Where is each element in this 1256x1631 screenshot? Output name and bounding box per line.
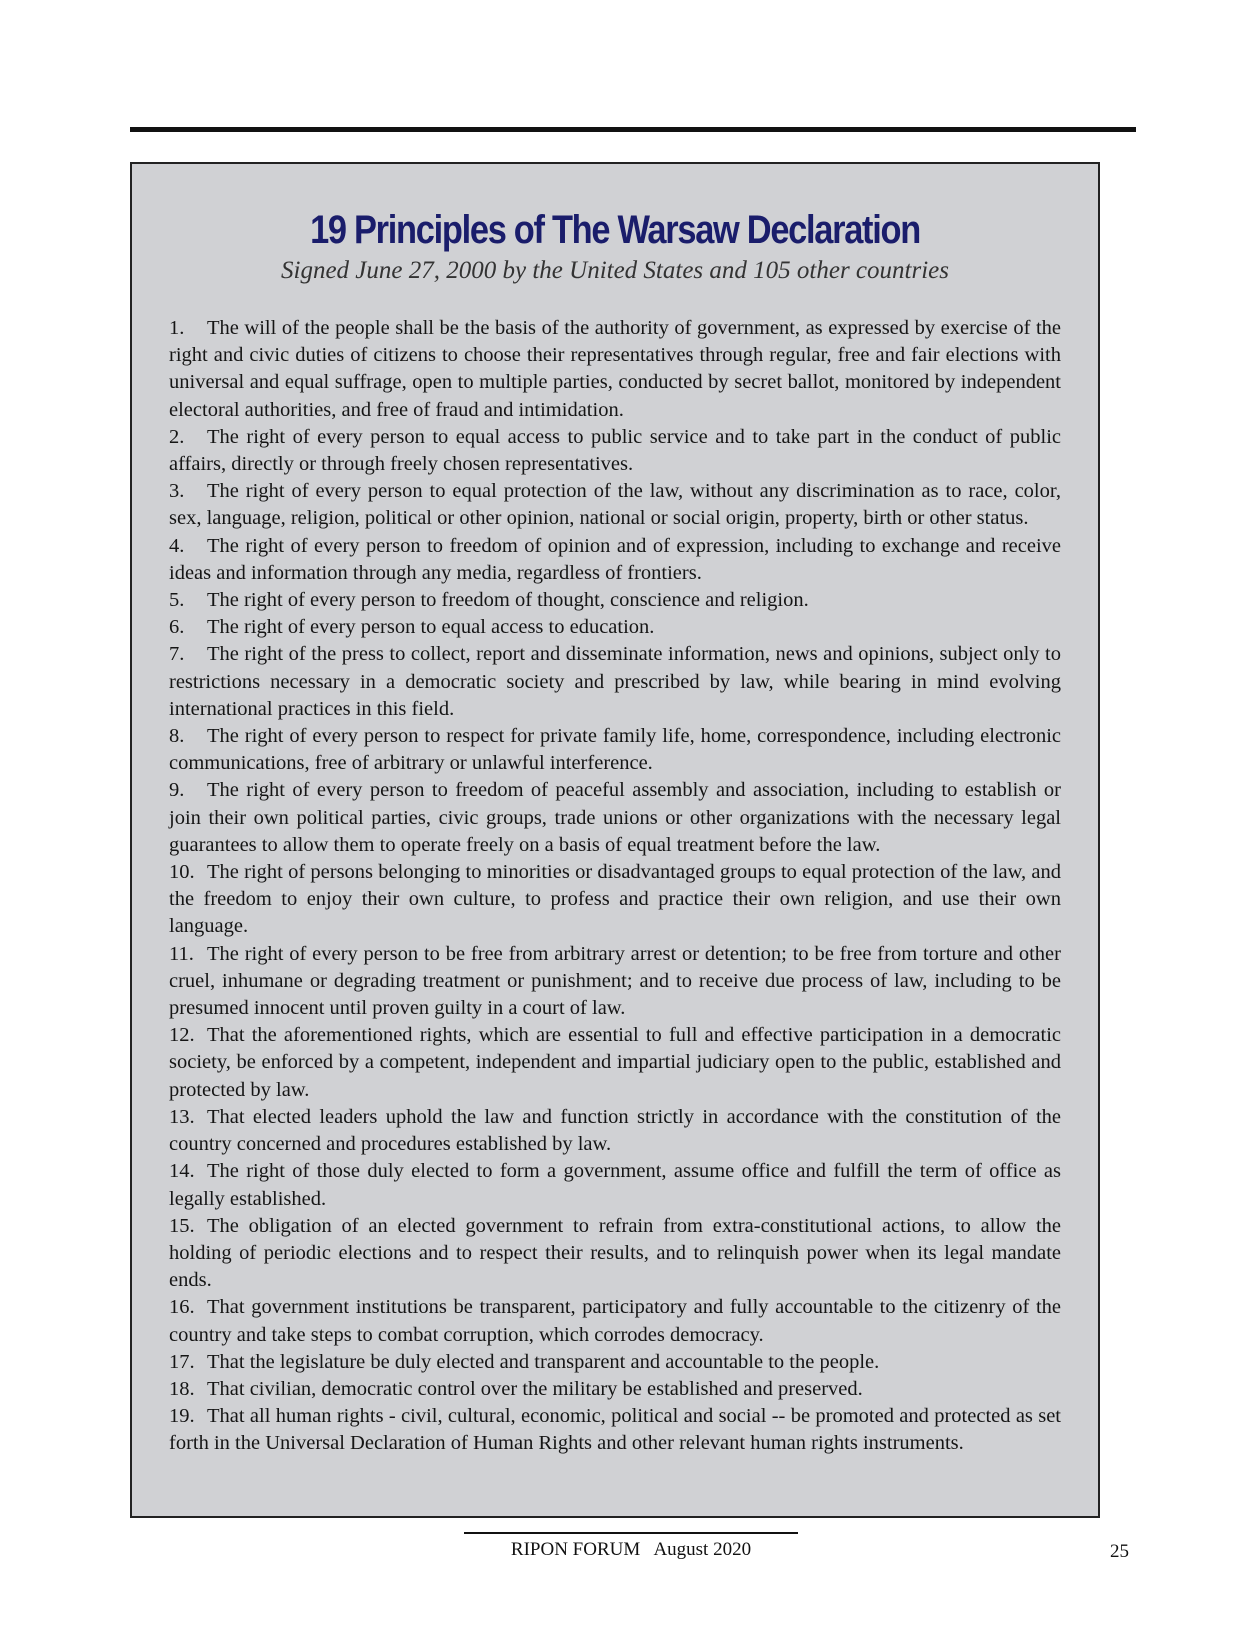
principle-text: The right of every person to be free from arbitrary arrest or detention; to be free from torture and other cruel, inhumane or degrading treatment or punishment; and to receive due process of law, including to be presumed innocent until proven guilty in a court of law. — [169, 942, 1061, 1020]
principle-number: 18. — [169, 1377, 195, 1400]
principle-text: The right of persons belonging to minorities or disadvantaged groups to equal protection of the law, and the freedom to enjoy their own culture, to profess and practice their own religion, and use their own language. — [169, 861, 1061, 938]
principle-text: The right of every person to equal access to education. — [207, 616, 655, 639]
principle-number: 15. — [169, 1214, 195, 1237]
principle-number: 16. — [169, 1296, 195, 1319]
principle-item — [169, 1349, 1061, 1376]
principle-text: The right of every person to equal access to public service and to take part in the conduct of public affairs, directly or through freely chosen representatives. — [169, 425, 1061, 476]
principle-text: That the legislature be duly elected and transparent and accountable to the people. — [207, 1350, 880, 1373]
principle-number: 3. — [169, 480, 185, 503]
principle-text: That all human rights - civil, cultural, economic, political and social -- be promoted and protected as set forth in the Universal Declaration of Human Rights and other relevant human rights instruments. — [169, 1405, 1061, 1455]
principle-item — [169, 478, 1061, 532]
principle-item — [169, 1294, 1061, 1348]
principles-list — [169, 315, 1061, 1458]
principle-item — [169, 533, 1061, 587]
principle-text: The right of every person to freedom of peaceful assembly and association, including to establish or join their own political parties, civic groups, trade unions or other organizations with the necessary legal guarantees to allow them to operate freely on a basis of equal treatment before the law. — [169, 779, 1061, 856]
principle-item — [169, 723, 1061, 777]
principle-text: That civilian, democratic control over the military be established and preserved. — [207, 1377, 863, 1400]
principle-number: 4. — [169, 534, 185, 557]
principle-item — [169, 777, 1061, 859]
principle-item — [169, 1376, 1061, 1403]
principle-text: That government institutions be transparent, participatory and fully accountable to the citizenry of the country and take steps to combat corruption, which corrodes democracy. — [169, 1296, 1061, 1346]
page-subtitle: Signed June 27, 2000 by the United States and 105 other countries — [281, 257, 949, 284]
principle-number: 7. — [169, 643, 185, 666]
principle-number: 2. — [169, 425, 185, 448]
principle-text: The right of the press to collect, report and disseminate information, news and opinions, subject only to restrictions necessary in a democratic society and prescribed by law, while bearing in mind evolving international practices in this field. — [169, 643, 1061, 720]
principle-item — [169, 1403, 1061, 1457]
principle-number: 13. — [169, 1105, 195, 1128]
principle-item — [169, 315, 1061, 424]
principle-number: 1. — [169, 317, 185, 339]
principles-panel — [130, 162, 1100, 1518]
principle-number: 5. — [169, 589, 185, 612]
principle-number: 11. — [169, 942, 194, 965]
page-number: 25 — [1110, 1541, 1129, 1562]
principle-text: The will of the people shall be the basis of the authority of government, as expressed by exercise of the right and civic duties of citizens to choose their representatives through regular, free and fair elections with universal and equal suffrage, open to multiple parties, conducted by secret ballot, monitored by independent electoral authorities, and free of fraud and intimidation. — [169, 317, 1061, 421]
principle-item — [169, 941, 1061, 1023]
principle-item — [169, 1213, 1061, 1295]
principle-item — [169, 1104, 1061, 1158]
principle-item — [169, 641, 1061, 723]
footer-publication: RIPON FORUM August 2020 — [510, 1539, 752, 1560]
principle-number: 12. — [169, 1024, 195, 1047]
principle-text: The obligation of an elected government to refrain from extra-constitutional actions, to allow the holding of periodic elections and to respect their results, and to relinquish power when its legal mandate ends. — [169, 1214, 1061, 1292]
principle-number: 10. — [169, 861, 195, 884]
principle-text: The right of every person to equal protection of the law, without any discrimination as to race, color, sex, language, religion, political or other opinion, national or social origin, property, birth or other status. — [169, 480, 1061, 530]
principle-item — [169, 859, 1061, 941]
principle-item — [169, 1158, 1061, 1212]
page-title: 19 Principles of The Warsaw Declaration — [310, 208, 920, 252]
principle-number: 6. — [169, 616, 185, 639]
principle-text: The right of those duly elected to form a government, assume office and fulfill the term of office as legally established. — [169, 1160, 1061, 1210]
principle-item — [169, 1022, 1061, 1104]
principle-number: 14. — [169, 1160, 195, 1183]
principle-text: The right of every person to respect for private family life, home, correspondence, including electronic communications, free of arbitrary or unlawful interference. — [169, 725, 1061, 775]
principle-number: 17. — [169, 1350, 195, 1373]
principle-number: 19. — [169, 1405, 195, 1428]
principle-number: 9. — [169, 779, 185, 802]
top-rule — [130, 127, 1136, 132]
footer-rule — [464, 1532, 798, 1534]
principle-number: 8. — [169, 725, 185, 748]
principle-text: The right of every person to freedom of thought, conscience and religion. — [207, 589, 809, 612]
principle-item — [169, 424, 1061, 478]
principle-text: The right of every person to freedom of opinion and of expression, including to exchange and receive ideas and information through any media, regardless of frontiers. — [169, 534, 1061, 584]
principle-item — [169, 587, 1061, 614]
principle-text: That elected leaders uphold the law and function strictly in accordance with the constitution of the country concerned and procedures established by law. — [169, 1105, 1061, 1156]
principle-text: That the aforementioned rights, which are essential to full and effective participation in a democratic society, be enforced by a competent, independent and impartial judiciary open to the public, established and protected by law. — [169, 1024, 1061, 1101]
principle-item — [169, 614, 1061, 641]
